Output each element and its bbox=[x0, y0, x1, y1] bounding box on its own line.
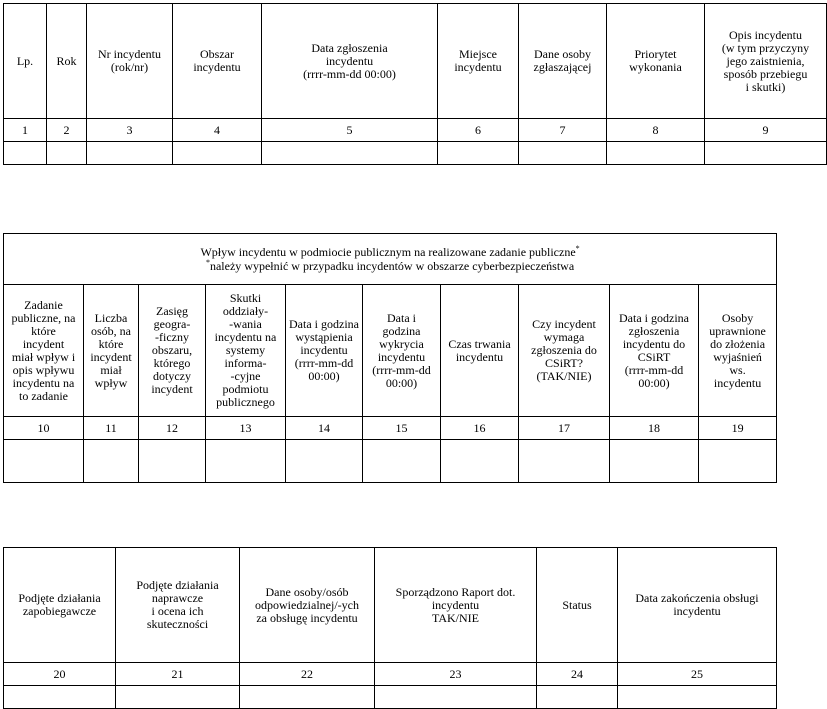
incident-register-table-1 bbox=[3, 3, 827, 165]
column-number: 22 bbox=[240, 663, 375, 686]
empty-cell bbox=[519, 142, 607, 165]
empty-cell bbox=[363, 440, 441, 483]
column-number: 6 bbox=[438, 119, 519, 142]
column-header-rok: Rok bbox=[47, 4, 87, 119]
column-header-priorytet: Priorytet wykonania bbox=[607, 4, 705, 119]
column-header-data-wystapienia: Data i godzina wystąpienia incydentu (rrrr-mm-dd 00:00) bbox=[286, 285, 363, 417]
column-number: 14 bbox=[286, 417, 363, 440]
empty-cell bbox=[375, 686, 537, 709]
column-number: 3 bbox=[87, 119, 173, 142]
empty-cell bbox=[84, 440, 139, 483]
column-header-czas-trwania: Czas trwania incydentu bbox=[441, 285, 519, 417]
empty-cell bbox=[4, 142, 47, 165]
column-number: 21 bbox=[116, 663, 240, 686]
column-number: 1 bbox=[4, 119, 47, 142]
empty-cell bbox=[139, 440, 206, 483]
column-number: 16 bbox=[441, 417, 519, 440]
column-number: 23 bbox=[375, 663, 537, 686]
empty-cell bbox=[286, 440, 363, 483]
empty-cell bbox=[618, 686, 777, 709]
column-header-nr-incydentu: Nr incydentu (rok/nr) bbox=[87, 4, 173, 119]
column-header-data-zakonczenia: Data zakończenia obsługi incydentu bbox=[618, 548, 777, 663]
impact-title-text: Wpływ incydentu w podmiocie publicznym na realizowane zadanie publiczne bbox=[200, 245, 576, 259]
column-header-zadanie-publiczne: Zadanie publiczne, na które incydent miał wpływ i opis wpływu incydentu na to zadanie bbox=[4, 285, 84, 417]
footnote-mark: * bbox=[575, 244, 580, 253]
column-number: 10 bbox=[4, 417, 84, 440]
column-number: 4 bbox=[173, 119, 262, 142]
header-row bbox=[4, 4, 827, 119]
column-header-obszar: Obszar incydentu bbox=[173, 4, 262, 119]
column-number: 5 bbox=[262, 119, 438, 142]
column-header-opis: Opis incydentu (w tym przyczyny jego zaistnienia, sposób przebiegu i skutki) bbox=[705, 4, 827, 119]
impact-title bbox=[4, 234, 777, 285]
empty-cell bbox=[240, 686, 375, 709]
header-row bbox=[4, 548, 777, 663]
column-header-skutki: Skutki oddziały- -wania incydentu na systemy informa- -cyjne podmiotu publicznego bbox=[206, 285, 286, 417]
column-header-raport: Sporządzono Raport dot. incydentu TAK/NIE bbox=[375, 548, 537, 663]
empty-entry-row bbox=[4, 686, 777, 709]
column-header-data-wykrycia: Data i godzina wykrycia incydentu (rrrr-mm-dd 00:00) bbox=[363, 285, 441, 417]
empty-cell bbox=[441, 440, 519, 483]
header-row bbox=[4, 285, 777, 417]
column-number-row bbox=[4, 119, 827, 142]
column-header-lp: Lp. bbox=[4, 4, 47, 119]
column-number: 7 bbox=[519, 119, 607, 142]
empty-entry-row bbox=[4, 440, 777, 483]
column-number-row bbox=[4, 417, 777, 440]
column-header-status: Status bbox=[537, 548, 618, 663]
column-number: 15 bbox=[363, 417, 441, 440]
column-number: 2 bbox=[47, 119, 87, 142]
column-number: 18 bbox=[610, 417, 699, 440]
column-header-data-zgloszenia-csirt: Data i godzina zgłoszenia incydentu do CSiRT (rrrr-mm-dd 00:00) bbox=[610, 285, 699, 417]
empty-cell bbox=[116, 686, 240, 709]
empty-cell bbox=[705, 142, 827, 165]
empty-cell bbox=[173, 142, 262, 165]
column-number: 19 bbox=[699, 417, 777, 440]
column-number: 11 bbox=[84, 417, 139, 440]
column-header-dane-osob-odpowiedzialnych: Dane osoby/osób odpowiedzialnej/-ych za obsługę incydentu bbox=[240, 548, 375, 663]
empty-cell bbox=[4, 686, 116, 709]
empty-cell bbox=[699, 440, 777, 483]
column-number: 12 bbox=[139, 417, 206, 440]
column-header-osoby-uprawnione: Osoby uprawnione do złożenia wyjaśnień ws. incydentu bbox=[699, 285, 777, 417]
column-number: 17 bbox=[519, 417, 610, 440]
incident-impact-table-2 bbox=[3, 233, 777, 483]
column-header-liczba-osob: Liczba osób, na które incydent miał wpływ bbox=[84, 285, 139, 417]
empty-entry-row bbox=[4, 142, 827, 165]
empty-cell bbox=[438, 142, 519, 165]
empty-cell bbox=[47, 142, 87, 165]
column-header-miejsce: Miejsce incydentu bbox=[438, 4, 519, 119]
column-number: 25 bbox=[618, 663, 777, 686]
column-number: 13 bbox=[206, 417, 286, 440]
empty-cell bbox=[206, 440, 286, 483]
column-header-data-zgloszenia: Data zgłoszenia incydentu (rrrr-mm-dd 00:00) bbox=[262, 4, 438, 119]
column-number: 20 bbox=[4, 663, 116, 686]
footnote-mark: * bbox=[205, 258, 210, 267]
column-header-dane-osoby: Dane osoby zgłaszającej bbox=[519, 4, 607, 119]
column-header-zasieg: Zasięg geogra- -ficzny obszaru, którego dotyczy incydent bbox=[139, 285, 206, 417]
empty-cell bbox=[519, 440, 610, 483]
empty-cell bbox=[4, 440, 84, 483]
empty-cell bbox=[607, 142, 705, 165]
column-header-dzialania-naprawcze: Podjęte działania naprawcze i ocena ich skuteczności bbox=[116, 548, 240, 663]
column-number: 8 bbox=[607, 119, 705, 142]
column-number: 24 bbox=[537, 663, 618, 686]
empty-cell bbox=[610, 440, 699, 483]
column-header-dzialania-zapobiegawcze: Podjęte działania zapobiegawcze bbox=[4, 548, 116, 663]
impact-title-row bbox=[4, 234, 777, 285]
column-number: 9 bbox=[705, 119, 827, 142]
incident-handling-table-3 bbox=[3, 547, 777, 709]
column-number-row bbox=[4, 663, 777, 686]
column-header-zgloszenie-csirt: Czy incydent wymaga zgłoszenia do CSiRT? (TAK/NIE) bbox=[519, 285, 610, 417]
impact-footnote: należy wypełnić w przypadku incydentów w obszarze cyberbezpieczeństwa bbox=[209, 259, 575, 273]
empty-cell bbox=[537, 686, 618, 709]
empty-cell bbox=[262, 142, 438, 165]
empty-cell bbox=[87, 142, 173, 165]
